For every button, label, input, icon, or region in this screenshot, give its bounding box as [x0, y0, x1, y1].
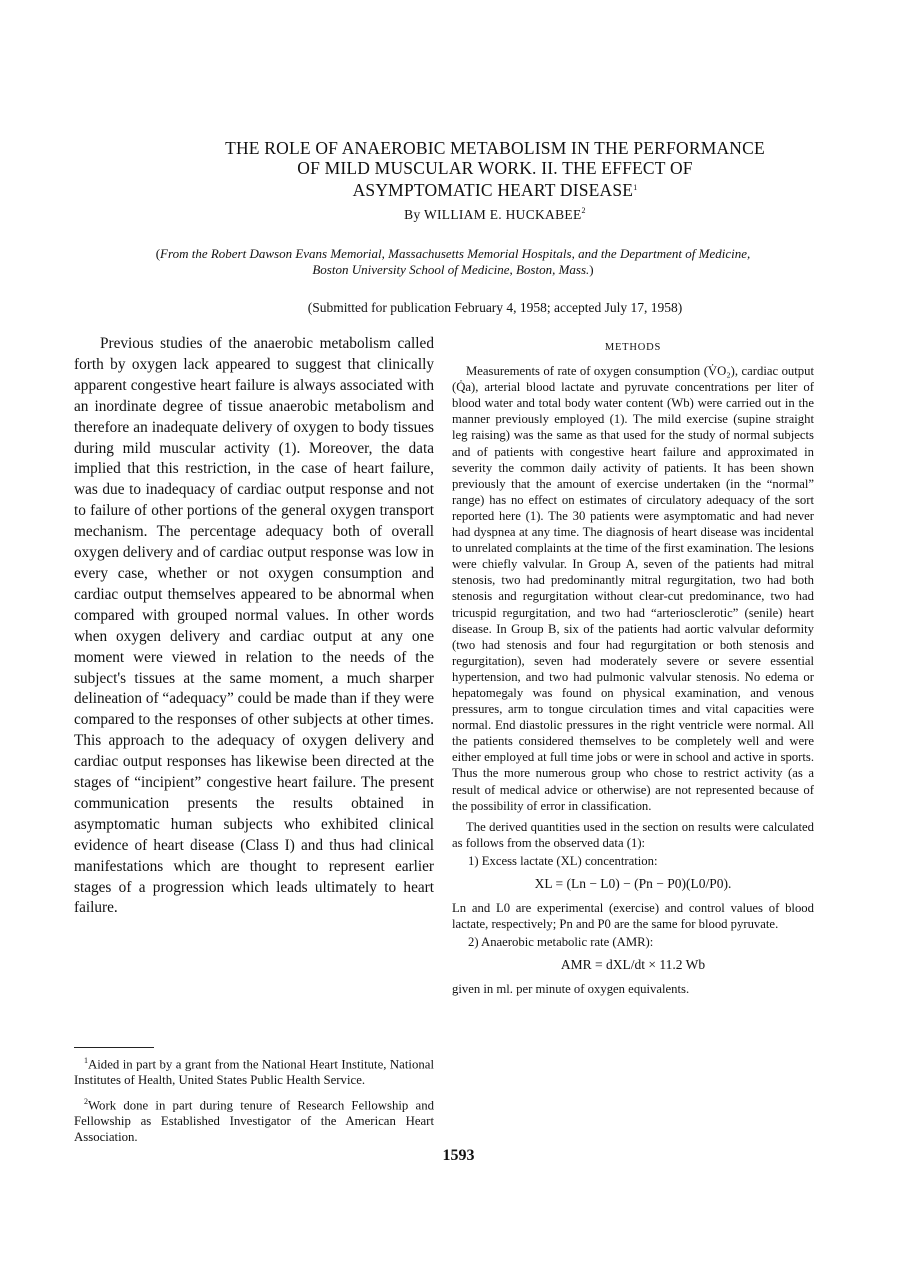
- submission-dates: (Submitted for publication February 4, 1958; accepted July 17, 1958): [307, 300, 683, 315]
- affiliation-text: From the Robert Dawson Evans Memorial, Massachusetts Memorial Hospitals, and the Department of Medicine, Boston University School of Medicine, Boston, Mass.: [160, 246, 751, 277]
- title-line-3-text: ASYMPTOMATIC HEART DISEASE: [352, 180, 634, 200]
- title-line-2: OF MILD MUSCULAR WORK. II. THE EFFECT OF: [297, 157, 693, 178]
- footnote-1: [74, 1053, 434, 1089]
- methods-section: [452, 340, 814, 998]
- methods-paragraph-3: Ln and L0 are experimental (exercise) and control values of blood lactate, respectively; Pn and P0 are the same for blood pyruvate.: [452, 901, 814, 932]
- article-title: [100, 139, 890, 201]
- footnote-2: [74, 1094, 434, 1146]
- methods-paragraph-2: The derived quantities used in the section on results were calculated as follows from the observed data (1):: [452, 819, 814, 850]
- footnote-1-text: Aided in part by a grant from the National Heart Institute, National Institutes of Health, United States Public Health Service.: [74, 1057, 434, 1088]
- footnote-2-text: Work done in part during tenure of Research Fellowship and Fellowship as Established Investigator of the American Heart Association.: [74, 1098, 434, 1144]
- title-line-1: THE ROLE OF ANAEROBIC METABOLISM IN THE PERFORMANCE: [225, 138, 765, 158]
- footnotes: [74, 1053, 434, 1151]
- methods-paragraph-4: given in ml. per minute of oxygen equivalents.: [452, 982, 690, 997]
- excess-lactate-equation: XL = (Ln − L0) − (Pn − P0)(L0/P0).: [534, 876, 732, 891]
- formula-item-1: 1) Excess lactate (XL) concentration:: [468, 853, 658, 868]
- title-footnote-mark: 1: [633, 183, 638, 192]
- footnote-2-mark: 2: [84, 1096, 88, 1106]
- author-name: WILLIAM E. HUCKABEE: [423, 207, 582, 222]
- methods-heading: METHODS: [604, 342, 662, 353]
- anaerobic-rate-equation: AMR = dXL/dt × 11.2 Wb: [560, 957, 706, 973]
- title-line-3: [100, 178, 890, 201]
- author-line: [100, 206, 890, 223]
- author-prefix: By: [404, 207, 421, 222]
- footnote-1-mark: 1: [84, 1056, 88, 1065]
- footnote-divider: [74, 1047, 154, 1048]
- author-footnote-mark: 2: [581, 206, 586, 215]
- affiliation: (From the Robert Dawson Evans Memorial, Massachusetts Memorial Hospitals, and the Department of Medicine, Boston University School of Medicine, Boston, Mass.): [155, 246, 751, 277]
- introduction-paragraph: Previous studies of the anaerobic metabolism called forth by oxygen lack appeared to suggest that clinically apparent congestive heart failure is always associated with an inordinate degree of tissue anaerobic metabolism and therefore an inadequate delivery of oxygen to body tissues during mild muscular activity (1). Moreover, the data implied that this restriction, in the case of heart failure, was due to inadequacy of cardiac output response and not to failure of other portions of the general oxygen transport mechanism. The percentage adequacy both of overall oxygen delivery and of cardiac output response was low in every case, whether or not oxygen consumption and cardiac output themselves appeared to be abnormal when compared with grouped normal values. In other words when oxygen delivery and cardiac output at any one moment were viewed in relation to the needs of the subject's tissues at the same moment, a much sharper delineation of “adequacy” could be made than if they were compared to the responses of other subjects at other times. This approach to the adequacy of oxygen delivery and cardiac output responses has likewise been directed at the stages of “incipient” congestive heart failure. The present communication presents the results obtained in asymptomatic human subjects who exhibited clinical evidence of heart disease (Class I) and thus had clinical manifestations which are thought to represent earlier stages of a progression which leads ultimately to heart failure.: [74, 335, 434, 917]
- methods-paragraph-1: Measurements of rate of oxygen consumption (V̇O₂), cardiac output (Q̇a), arterial blood lactate and pyruvate concentrations per liter of blood water and total body water content (Wb) were carried out in the manner previously employed (1). The mild exercise (supine straight leg raising) was the same as that used for the study of normal subjects and of patients with congestive heart failure and approximated in severity the common daily activity of patients. It has been shown previously that the amount of exercise undertaken (in the “normal” range) has no effect on estimates of circulatory adequacy of the sort reported here (1). The 30 patients were asymptomatic and had never had dyspnea at any time. The diagnosis of heart disease was incidental to unrelated complaints at the time of the first examination. The lesions were chiefly valvular. In Group A, seven of the patients had mitral stenosis, two had predominantly mitral regurgitation, two had both stenosis and regurgitation without clear-cut predominance, two had tricuspid regurgitation, and two had “arteriosclerotic” (senile) heart disease. In Group B, six of the patients had aortic valvular deformity (two had stenosis and four had regurgitation or both stenosis and regurgitation), seven had moderately severe or severe essential hypertension, and two had pulmonic valvular stenosis. No edema or hepatomegaly was found on physical examination, and venous pressures, arm to tongue circulation times and vital capacities were normal. End diastolic pressures in the right ventricle were normal. All the patients considered themselves to be completely well and were either employed at full time jobs or were in school and active in sports. Thus the more numerous group who chose to restrict activity (as a result of medical advice or otherwise) are not represented because of the possibility of error in classification.: [452, 364, 814, 813]
- page-number: 1593: [442, 1147, 475, 1164]
- formula-item-2: 2) Anaerobic metabolic rate (AMR):: [468, 935, 654, 950]
